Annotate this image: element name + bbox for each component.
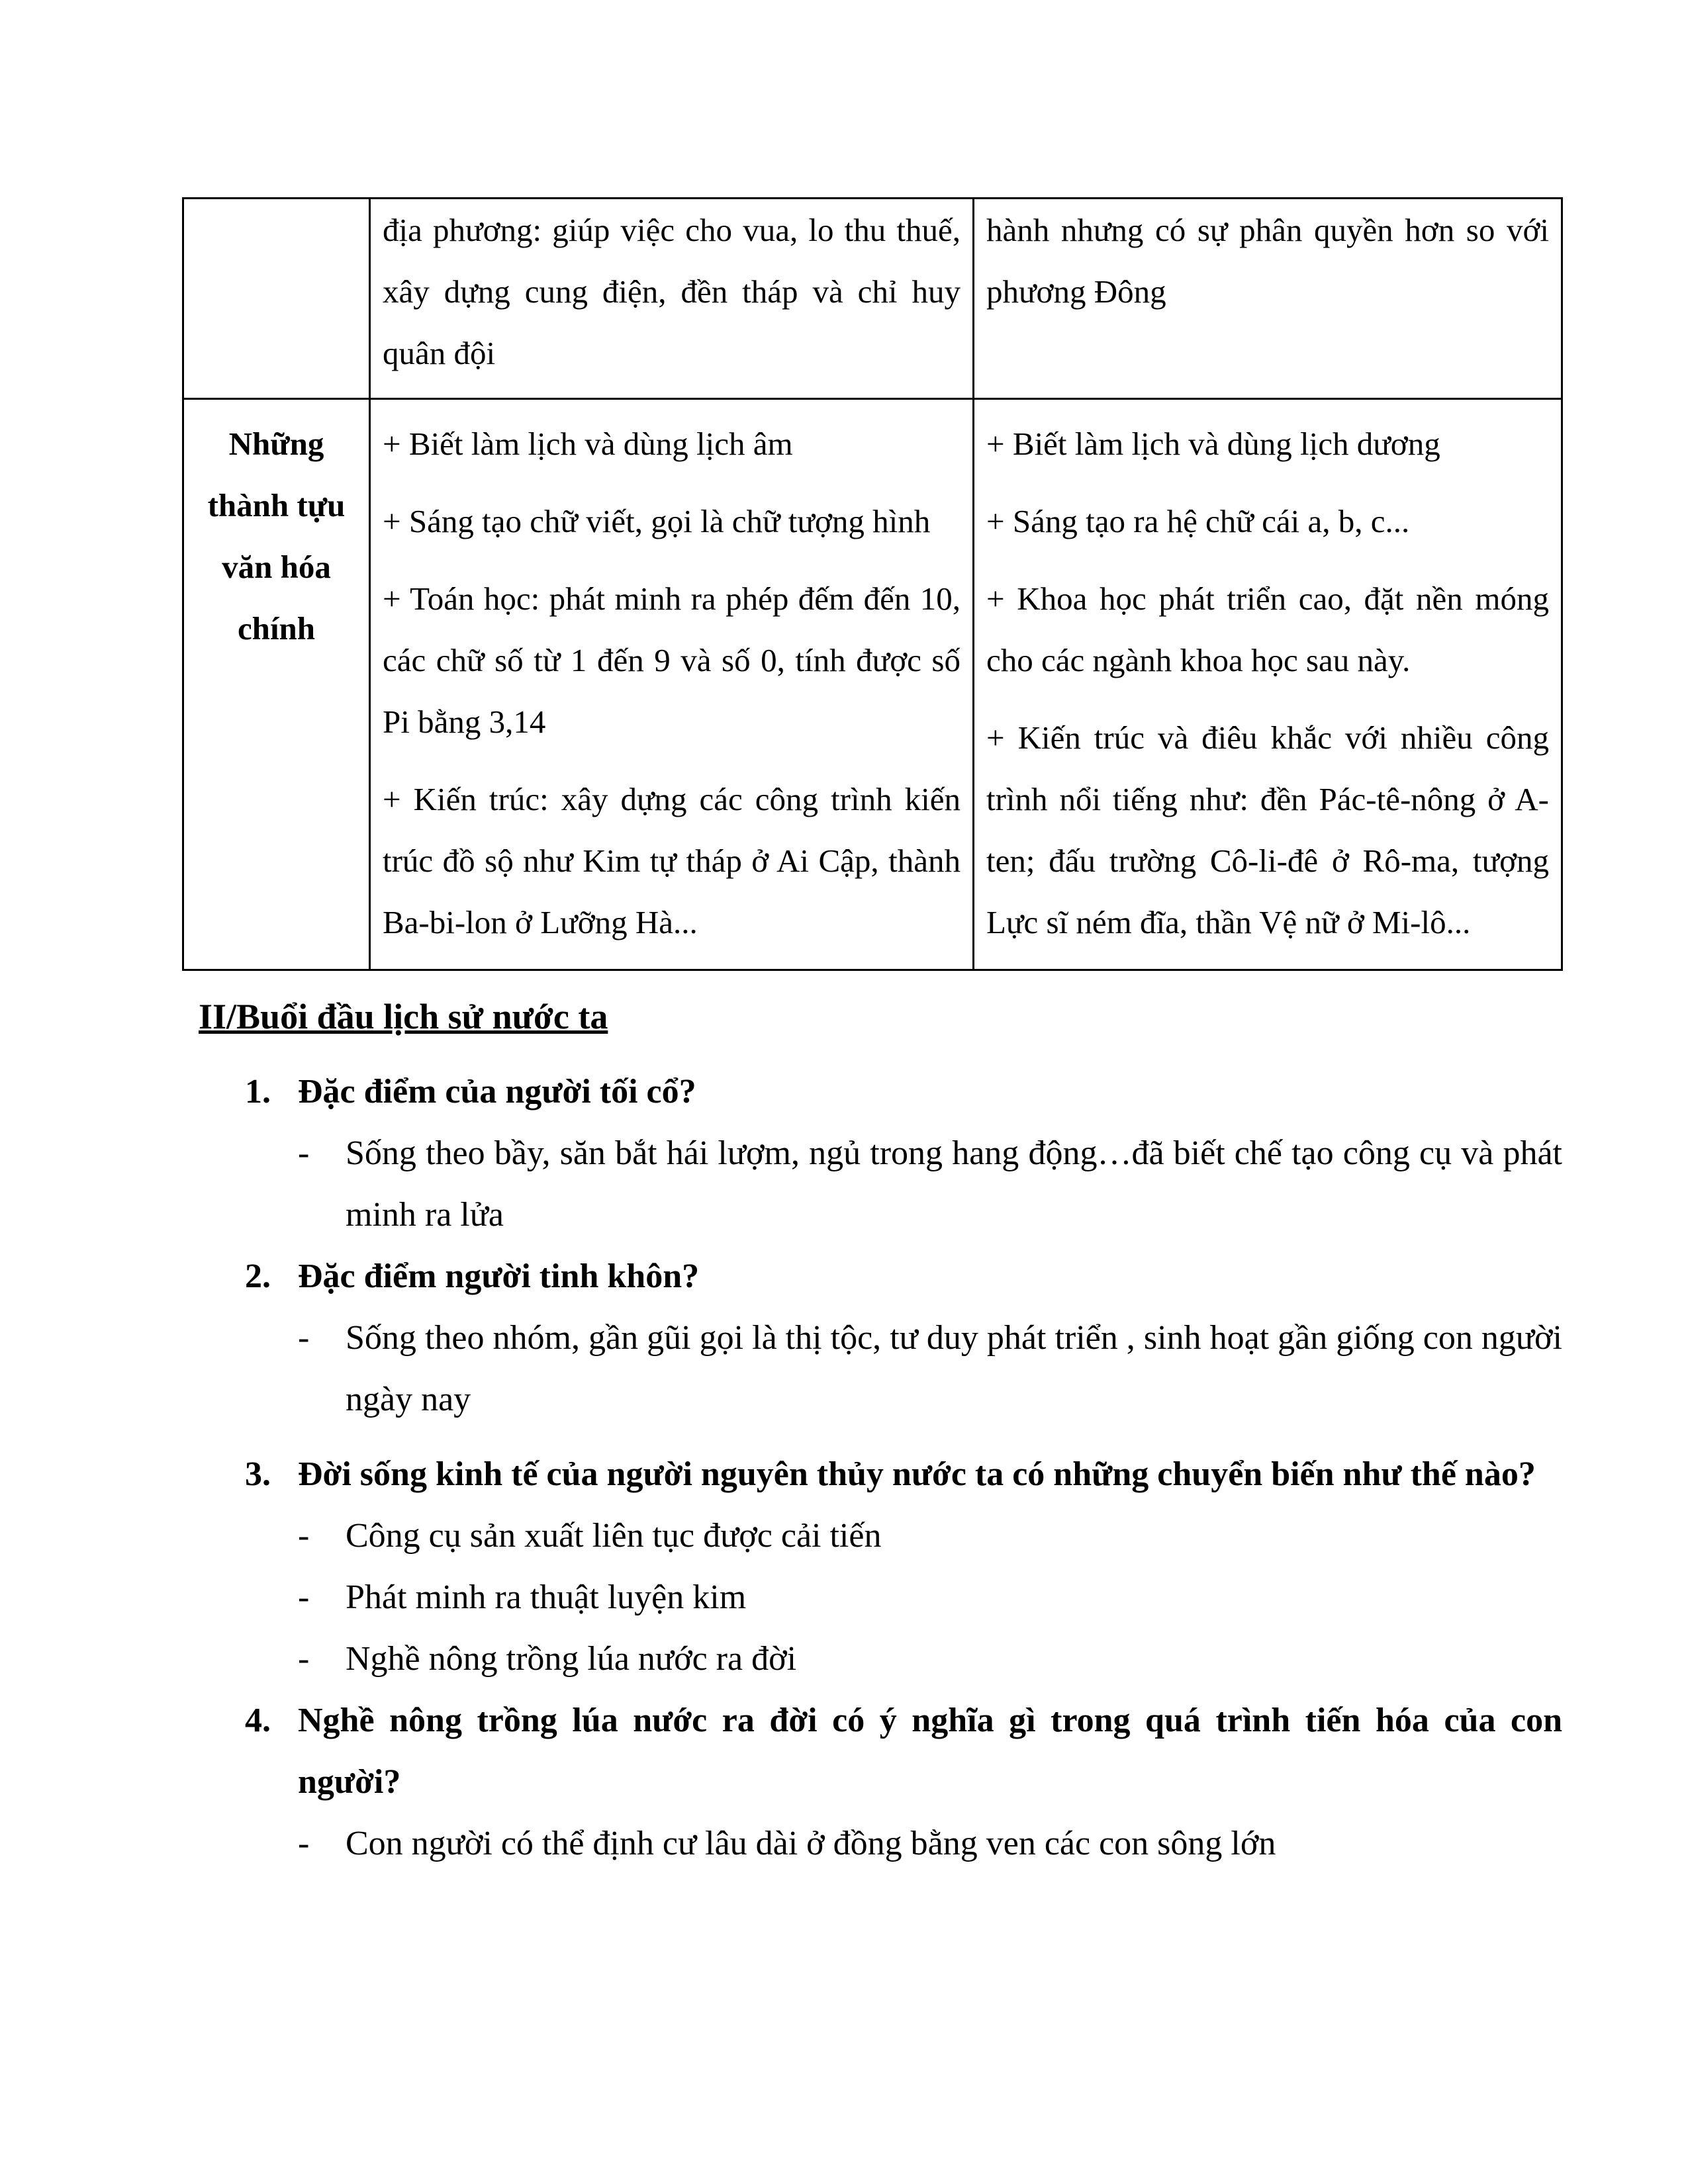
question-text: Đặc điểm của người tối cổ? [298,1073,696,1111]
comparison-table [182,197,1563,971]
list-item: + Kiến trúc: xây dựng các công trình kiến trúc đồ sộ như Kim tự tháp ở Ai Cập, thành Ba-bi-lon ở Lưỡng Hà... [383,781,961,940]
question-item [245,1690,1562,1813]
question-number: 2. [245,1257,271,1295]
table-cell-west-government: hành nhưng có sự phân quyền hơn so với phương Đông [974,199,1562,399]
label-line: văn hóa [222,549,331,585]
answer-item [298,1307,1562,1430]
answer-item [298,1505,1562,1567]
list-item: + Biết làm lịch và dùng lịch âm [383,426,793,462]
section-content [199,986,1562,1874]
question-number: 4. [245,1702,271,1739]
list-item: + Toán học: phát minh ra phép đếm đến 10, các chữ số từ 1 đến 9 và số 0, tính được số Pi bằng 3,14 [383,580,961,740]
section-heading: II/Buổi đầu lịch sử nước ta [199,997,608,1036]
label-line: Những [228,426,324,462]
label-line: chính [237,610,316,647]
list-item: + Kiến trúc và điêu khắc với nhiều công trình nổi tiếng như: đền Pác-tê-nông ở A-ten; đấu trường Cô-li-đê ở Rô-ma, tượng Lực sĩ ném đĩa, thần Vệ nữ ở Mi-lô... [986,719,1549,940]
label-line: thành tựu [207,487,346,523]
answer-item [298,1122,1562,1246]
answer-text: Sống theo nhóm, gần gũi gọi là thị tộc, tư duy phát triển , sinh hoạt gần giống con người ngày nay [346,1319,1562,1418]
question-text: Đời sống kinh tế của người nguyên thủy nước ta có những chuyển biến như thế nào? [298,1455,1536,1493]
list-item: + Sáng tạo ra hệ chữ cái a, b, c... [986,503,1410,539]
answer-text: Công cụ sản xuất liên tục được cải tiến [346,1517,882,1555]
question-number: 1. [245,1073,271,1111]
table-cell-label-empty [183,199,370,399]
question-number: 3. [245,1455,271,1493]
table-cell-achievements-label [183,399,370,970]
question-item [245,1061,1562,1122]
table-cell-west-achievements [974,399,1562,970]
answer-item [298,1813,1562,1874]
answer-item [298,1567,1562,1628]
dash-bullet: - [298,1640,310,1678]
list-item: + Biết làm lịch và dùng lịch dương [986,426,1440,462]
dash-bullet: - [298,1578,310,1616]
answer-text: Con người có thể định cư lâu dài ở đồng bằng ven các con sông lớn [346,1825,1276,1862]
table-row [183,399,1562,970]
list-item: + Sáng tạo chữ viết, gọi là chữ tượng hình [383,503,931,539]
dash-bullet: - [298,1319,310,1357]
answer-text: Nghề nông trồng lúa nước ra đời [346,1640,797,1678]
answer-item [298,1628,1562,1690]
question-item [245,1246,1562,1307]
list-item: + Khoa học phát triển cao, đặt nền móng cho các ngành khoa học sau này. [986,580,1549,678]
dash-bullet: - [298,1134,310,1172]
question-text: Đặc điểm người tinh khôn? [298,1257,700,1295]
answer-text: Sống theo bầy, săn bắt hái lượm, ngủ trong hang động…đã biết chế tạo công cụ và phát minh ra lửa [346,1134,1562,1234]
answer-text: Phát minh ra thuật luyện kim [346,1578,747,1616]
table-cell-east-achievements [370,399,974,970]
question-text: Nghề nông trồng lúa nước ra đời có ý nghĩa gì trong quá trình tiến hóa của con người? [298,1702,1562,1801]
dash-bullet: - [298,1825,310,1862]
table-row [183,199,1562,399]
table-cell-east-government: địa phương: giúp việc cho vua, lo thu thuế, xây dựng cung điện, đền tháp và chỉ huy quân đội [370,199,974,399]
question-item [245,1443,1562,1505]
dash-bullet: - [298,1517,310,1555]
